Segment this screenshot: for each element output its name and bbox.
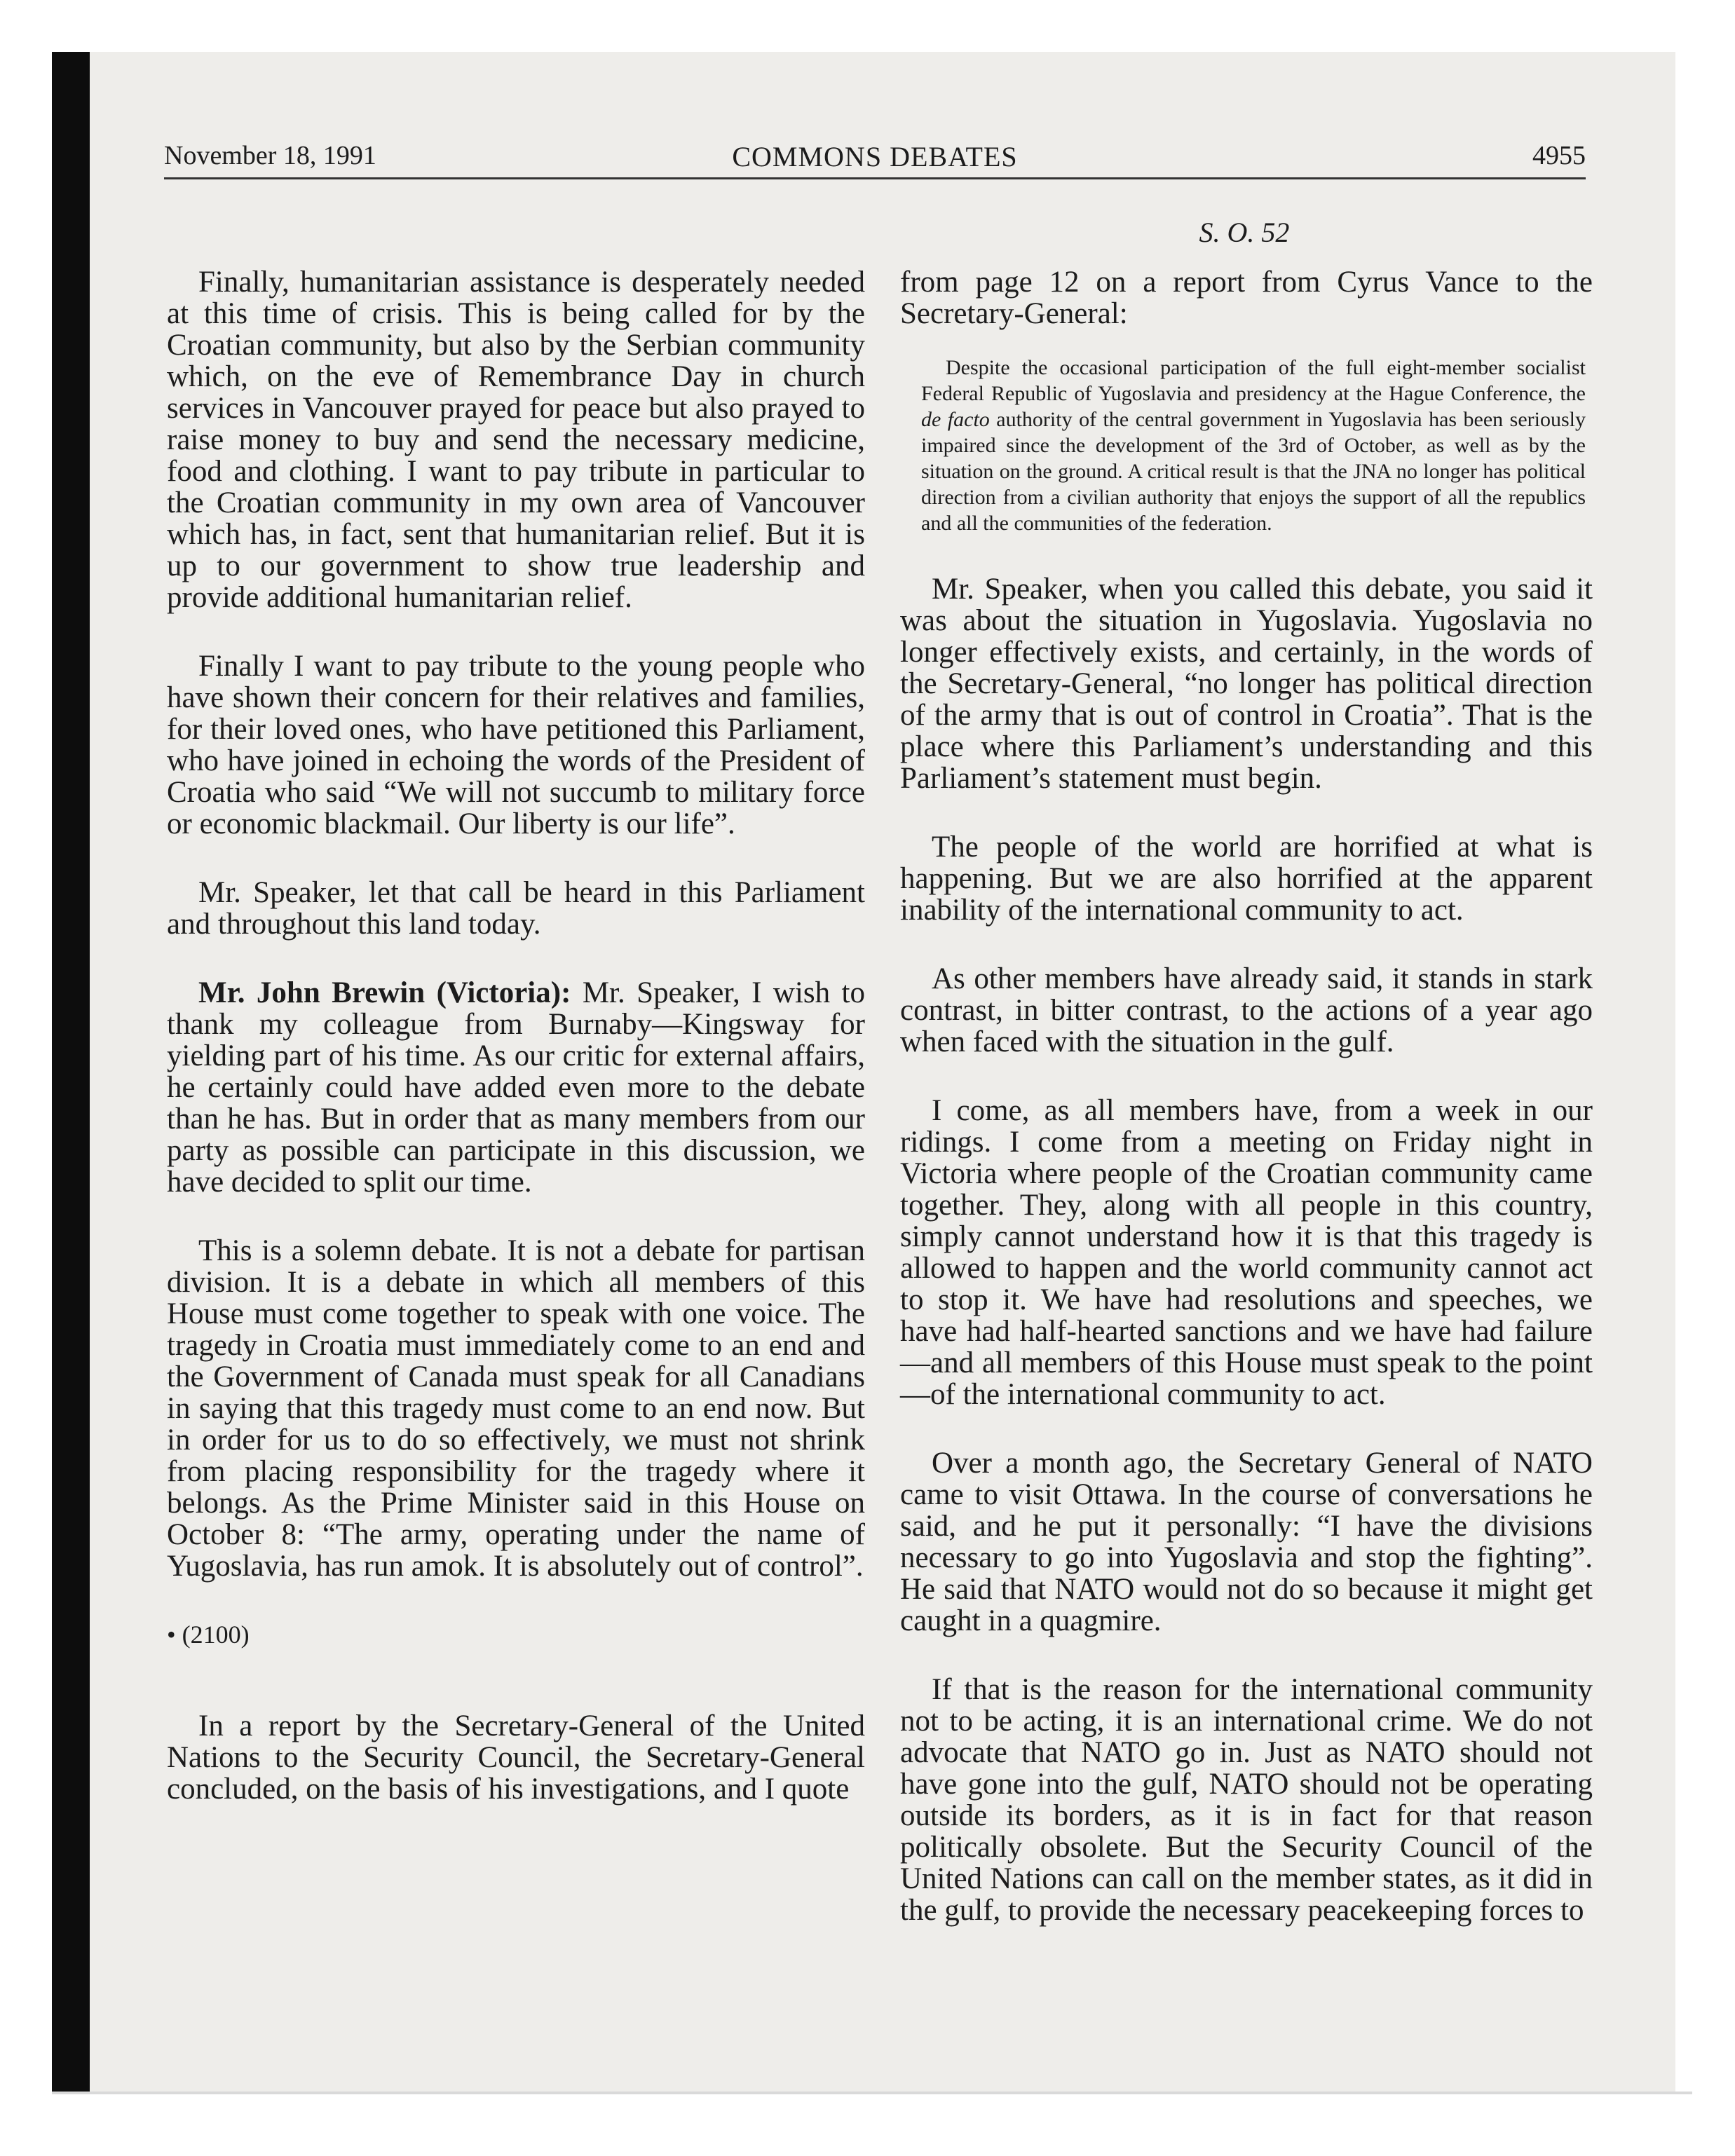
speaker-paragraph [167, 977, 865, 1198]
quote-text: authority of the central government in Yugoslavia has been seriously impaired since the development of the 3rd of October, as well as by the situation on the ground. A critical result is that the JNA no longer has political direction from a civilian authority that enjoys the support of all the republics and all the communities of the federation. [921, 408, 1586, 535]
scan-bottom-edge [52, 2092, 1692, 2094]
paragraph: Finally I want to pay tribute to the young people who have shown their concern for their relatives and families, for their loved ones, who have petitioned this Parliament, who have joined in echoing the words of the President of Croatia who said “We will not succumb to military force or economic blackmail. Our liberty is our life”. [167, 650, 865, 840]
header-date: November 18, 1991 [164, 141, 376, 170]
paragraph: Mr. Speaker, let that call be heard in this Parliament and throughout this land today. [167, 876, 865, 941]
paragraph: This is a solemn debate. It is not a debate for partisan division. It is a debate in which all members of this House must come together to speak with one voice. The tragedy in Croatia must immediately come to an end and the Government of Canada must speak for all Canadians in saying that this tragedy must come to an end now. But in order for us to do so effectively, we must not shrink from placing responsibility for the tragedy where it belongs. As the Prime Minister said in this House on October 8: “The army, operating under the name of Yugoslavia, has run amok. It is absolutely out of control”. [167, 1234, 865, 1583]
speaker-name: Mr. John Brewin (Victoria): [198, 976, 571, 1009]
paragraph: Over a month ago, the Secretary General of NATO came to visit Ottawa. In the course of conversations he said, and he put it personally: “I have the divisions necessary to go into Yugoslavia and stop the fighting”. He said that NATO would not do so because it might get caught in a quagmire. [900, 1447, 1593, 1637]
paragraph: I come, as all members have, from a week in our ridings. I come from a meeting on Friday night in Victoria where people of the Croatian community came together. They, along with all people in this country, simply cannot understand how it is that this tragedy is allowed to happen and the world community cannot act to stop it. We have had resolutions and speeches, we have had half-hearted sanctions and we have had failure—and all members of this House must speak to the point—of the international community to act. [900, 1094, 1593, 1411]
right-column [900, 266, 1593, 1963]
scan-edge-shadow [52, 52, 90, 2092]
running-header [164, 140, 1586, 179]
quote-italic-text: de facto [921, 408, 990, 431]
header-rule [164, 177, 1586, 179]
block-quote [921, 355, 1586, 536]
paragraph: Mr. Speaker, when you called this debate, you said it was about the situation in Yugoslavia. Yugoslavia no longer effectively exists, and certainly, in the words of the Secretary-General, “no longer has political direction of the army that is out of control in Croatia”. That is the place where this Parliament’s understanding and this Parliament’s statement must begin. [900, 573, 1593, 795]
speech-text: Mr. Speaker, I wish to thank my colleague from Burnaby—Kingsway for yielding part of his time. As our critic for external affairs, he certainly could have added even more to the debate than he has. But in order that as many members from our party as possible can participate in this discussion, we have decided to split our time. [167, 976, 865, 1199]
paragraph: The people of the world are horrified at what is happening. But we are also horrified at the apparent inability of the international community to act. [900, 831, 1593, 927]
quote-text: Despite the occasional participation of the full eight-member socialist Federal Republic of Yugoslavia and presidency at the Hague Conference, the [921, 356, 1586, 405]
section-label: S. O. 52 [1199, 217, 1290, 248]
paragraph: If that is the reason for the international community not to be acting, it is an international crime. We do not advocate that NATO go in. Just as NATO should not have gone into the gulf, NATO should not be operating outside its borders, as it is in fact for that reason politically obsolete. But the Security Council of the United Nations can call on the member states, as it did in the gulf, to provide the necessary peacekeeping forces to [900, 1673, 1593, 1927]
paragraph: As other members have already said, it stands in stark contrast, in bitter contrast, to the actions of a year ago when faced with the situation in the gulf. [900, 962, 1593, 1058]
header-title: COMMONS DEBATES [732, 141, 1018, 172]
paragraph-continuation: from page 12 on a report from Cyrus Vance to the Secretary-General: [900, 266, 1593, 330]
time-marker: • (2100) [167, 1621, 250, 1649]
left-column [167, 266, 865, 1842]
paragraph: Finally, humanitarian assistance is desperately needed at this time of crisis. This is being called for by the Croatian community, but also by the Serbian community which, on the eve of Remembrance Day in church services in Vancouver prayed for peace but also prayed to raise money to buy and send the necessary medicine, food and clothing. I want to pay tribute in particular to the Croatian community in my own area of Vancouver which has, in fact, sent that humanitarian relief. But it is up to our government to show true leadership and provide additional humanitarian relief. [167, 266, 865, 614]
page-number: 4955 [1532, 141, 1586, 170]
paragraph: In a report by the Secretary-General of the United Nations to the Security Council, the Secretary-General concluded, on the basis of his investigations, and I quote [167, 1710, 865, 1806]
